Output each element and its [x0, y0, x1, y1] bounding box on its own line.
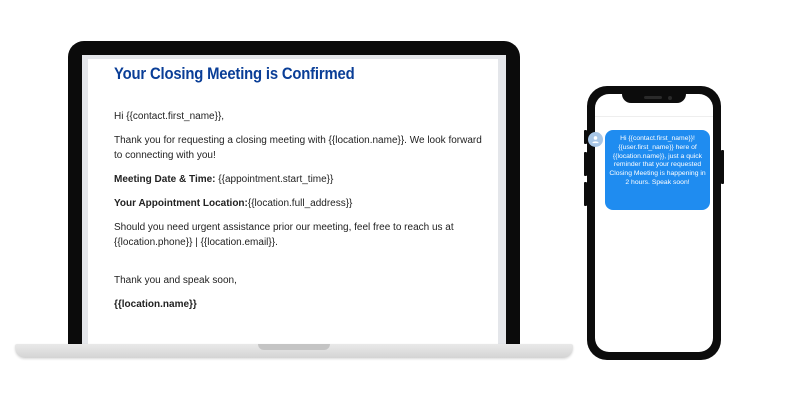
- laptop-screen: [82, 55, 506, 344]
- phone-volume-down-button: [584, 182, 587, 206]
- sms-message-bubble: Hi {{contact.first_name}}! {{user.first_name}} here of {{location.name}}, just a quick reminder that your requested Closing Meeting is happening in 2 hours. Speak soon!: [605, 130, 710, 210]
- meeting-date-value: {{appointment.start_time}}: [215, 174, 334, 185]
- meeting-date-label: Meeting Date & Time:: [114, 174, 216, 185]
- phone-camera-icon: [668, 96, 672, 100]
- email-closing: Thank you and speak soon,: [114, 275, 237, 286]
- email-signature: {{location.name}}: [114, 299, 197, 310]
- phone-speaker: [644, 96, 662, 99]
- email-body: [114, 109, 484, 321]
- meeting-location-line: [114, 196, 484, 211]
- email-preview: [88, 59, 498, 344]
- meeting-location-label: Your Appointment Location:: [114, 198, 248, 209]
- meeting-date-line: [114, 172, 484, 187]
- email-greeting: Hi {{contact.first_name}},: [114, 111, 225, 122]
- phone-power-button: [721, 150, 724, 184]
- meeting-location-value: {{location.full_address}}: [247, 198, 353, 209]
- phone-mute-switch: [584, 130, 587, 144]
- user-icon: [591, 135, 600, 144]
- chat-header-divider: [595, 116, 713, 117]
- email-spacer: [114, 259, 484, 273]
- email-title: Your Closing Meeting is Confirmed: [114, 65, 355, 83]
- phone-volume-up-button: [584, 152, 587, 176]
- email-assistance: Should you need urgent assistance prior our meeting, feel free to reach us at {{location.phone}} | {{location.email}}.: [114, 222, 454, 248]
- sender-avatar: [588, 132, 603, 147]
- email-intro: Thank you for requesting a closing meeting with {{location.name}}. We look forward to connecting with you!: [114, 135, 482, 161]
- laptop-base-notch: [258, 344, 330, 350]
